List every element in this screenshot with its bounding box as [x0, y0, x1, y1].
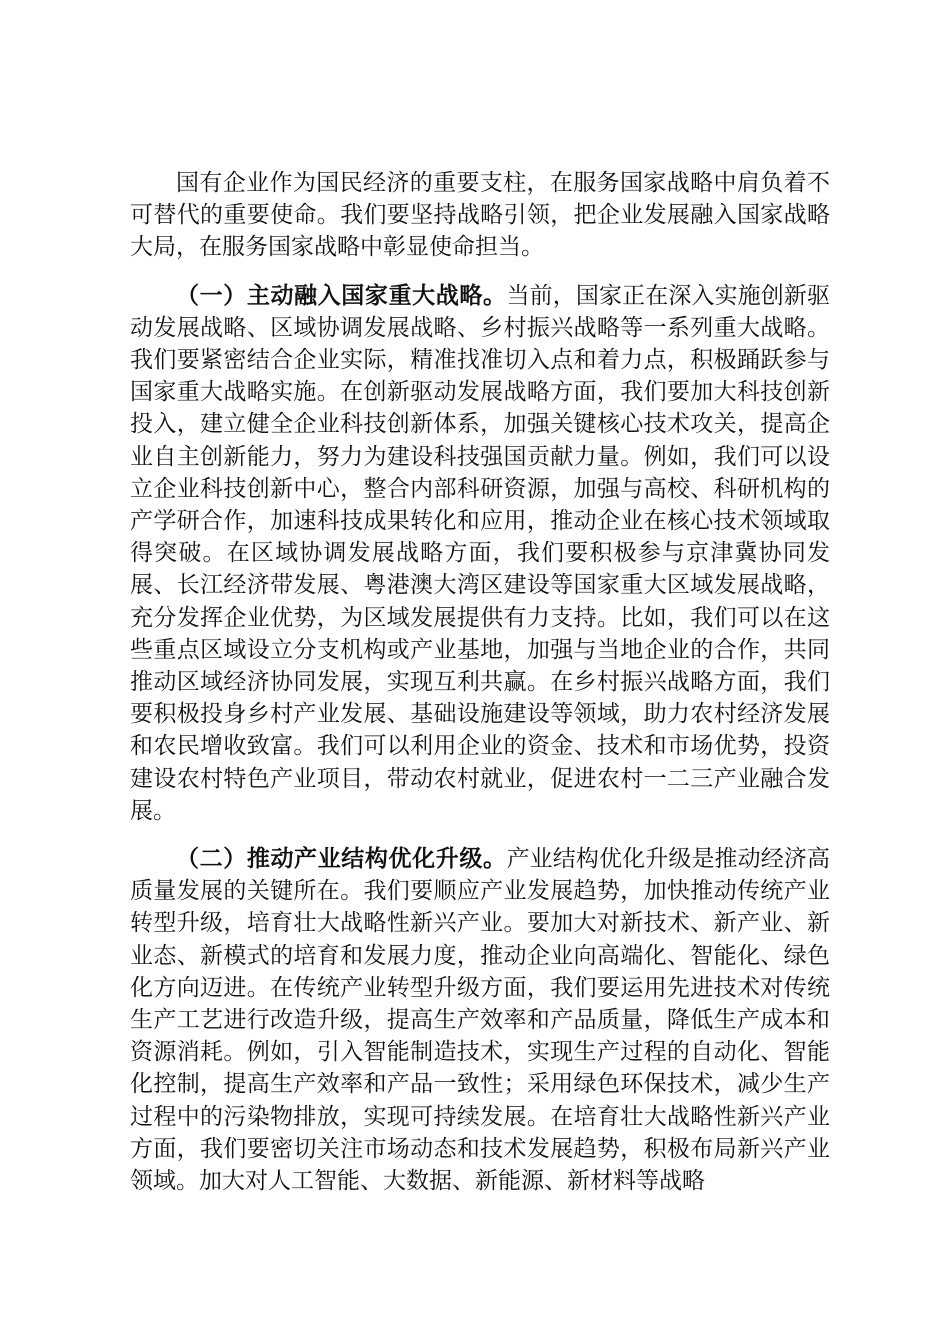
- document-body: [130, 167, 830, 1213]
- section-2-text: 产业结构优化升级是推动经济高质量发展的关键所在。我们要顺应产业发展趋势，加快推动传统产业转型升级，培育壮大战略性新兴产业。要加大对新技术、新产业、新业态、新模式的培育和发展力度，推动企业向高端化、智能化、绿色化方向迈进。在传统产业转型升级方面，我们要运用先进技术对传统生产工艺进行改造升级，提高生产效率和产品质量，降低生产成本和资源消耗。例如，引入智能制造技术，实现生产过程的自动化、智能化控制，提高生产效率和产品一致性；采用绿色环保技术，减少生产过程中的污染物排放，实现可持续发展。在培育壮大战略性新兴产业方面，我们要密切关注市场动态和技术发展趋势，积极布局新兴产业领域。加大对人工智能、大数据、新能源、新材料等战略: [130, 846, 831, 1195]
- section-1-paragraph: [130, 280, 830, 827]
- section-1-heading: （一）主动融入国家重大战略。: [176, 282, 507, 309]
- section-1-text: 当前，国家正在深入实施创新驱动发展战略、区域协调发展战略、乡村振兴战略等一系列重大战略。我们要紧密结合企业实际，精准找准切入点和着力点，积极踊跃参与国家重大战略实施。在创新驱动发展战略方面，我们要加大科技创新投入，建立健全企业科技创新体系，加强关键核心技术攻关，提高企业自主创新能力，努力为建设科技强国贡献力量。例如，我们可以设立企业科技创新中心，整合内部科研资源，加强与高校、科研机构的产学研合作，加速科技成果转化和应用，推动企业在核心技术领域取得突破。在区域协调发展战略方面，我们要积极参与京津冀协同发展、长江经济带发展、粤港澳大湾区建设等国家重大区域发展战略，充分发挥企业优势，为区域发展提供有力支持。比如，我们可以在这些重点区域设立分支机构或产业基地，加强与当地企业的合作，共同推动区域经济协同发展，实现互利共赢。在乡村振兴战略方面，我们要积极投身乡村产业发展、基础设施建设等领域，助力农村经济发展和农民增收致富。我们可以利用企业的资金、技术和市场优势，投资建设农村特色产业项目，带动农村就业，促进农村一二三产业融合发展。: [130, 282, 831, 824]
- section-2-paragraph: [130, 843, 830, 1197]
- intro-text: 国有企业作为国民经济的重要支柱，在服务国家战略中肩负着不可替代的重要使命。我们要坚持战略引领，把企业发展融入国家战略大局，在服务国家战略中彰显使命担当。: [130, 170, 830, 261]
- intro-paragraph: [130, 167, 830, 264]
- section-2-heading: （二）推动产业结构优化升级。: [176, 846, 507, 873]
